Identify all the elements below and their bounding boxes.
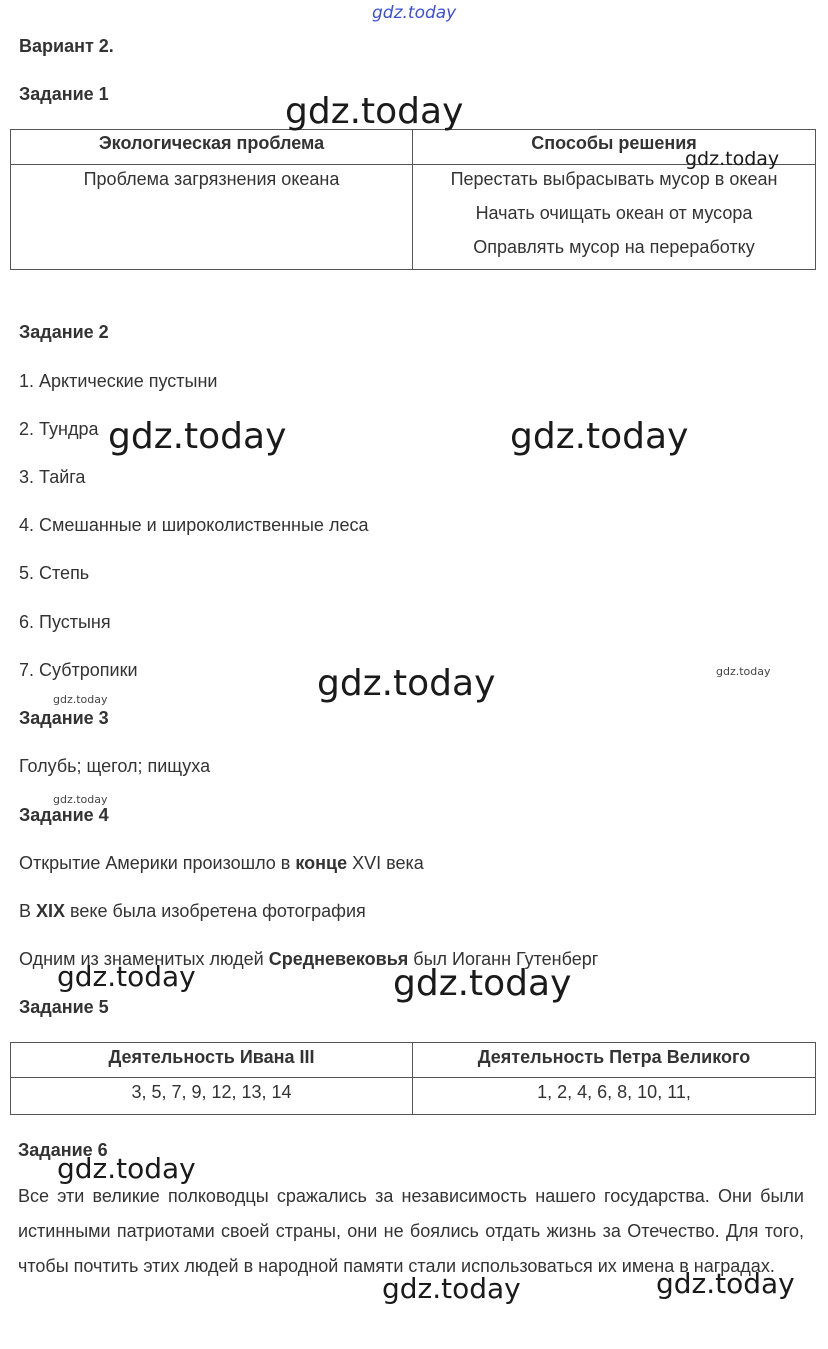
task6-heading: Задание 6 <box>18 1140 108 1160</box>
watermark: gdz.today <box>685 148 780 170</box>
watermark: gdz.today <box>108 416 287 457</box>
task1-col-solutions: Способы решения <box>413 130 816 165</box>
task5-heading: Задание 5 <box>19 997 109 1017</box>
task6-paragraph: Все эти великие полководцы сражались за независимость нашего государства. Они были истинными патриотами своей страны, они не боялись отдать жизнь за Отечество. Для того, чтобы почтить этих людей в народной памяти стали использоваться их имена в наградах. <box>18 1186 804 1276</box>
task4-line-text: Одним из знаменитых людей <box>19 949 269 969</box>
task5-col-peter: Деятельность Петра Великого <box>413 1043 816 1078</box>
task5-col-ivan: Деятельность Ивана III <box>11 1043 413 1078</box>
watermark: gdz.today <box>285 91 464 132</box>
task4-line-text: XVI века <box>347 853 424 873</box>
task5-header-row <box>11 1043 816 1078</box>
task1-solution: Начать очищать океан от мусора <box>475 203 753 223</box>
watermark: gdz.today <box>382 1272 521 1305</box>
task1-body-row <box>11 165 816 270</box>
task4-line-text: Открытие Америки произошло в <box>19 853 296 873</box>
list-item: 1. Арктические пустыни <box>19 371 218 391</box>
list-item: 2. Тундра <box>19 419 99 439</box>
task4-heading: Задание 4 <box>19 805 109 825</box>
watermark: gdz.today <box>53 793 108 806</box>
task1-solutions-cell <box>413 165 816 270</box>
watermark: gdz.today <box>393 963 572 1004</box>
task1-problem-cell <box>11 165 413 270</box>
task4-line-emphasis: Средневековья <box>268 949 409 969</box>
top-watermark: gdz.today <box>372 3 457 23</box>
task5-ivan-values: 3, 5, 7, 9, 12, 13, 14 <box>11 1078 413 1115</box>
task1-col-problem: Экологическая проблема <box>11 130 413 165</box>
task4-line-emphasis: XIX <box>36 901 66 921</box>
list-item: 6. Пустыня <box>19 612 111 632</box>
watermark: gdz.today <box>656 1267 795 1300</box>
task4-line <box>19 852 424 874</box>
task3-answer: Голубь; щегол; пищуха <box>19 756 211 776</box>
task5-peter-values: 1, 2, 4, 6, 8, 10, 11, <box>413 1078 816 1115</box>
watermark: gdz.today <box>510 416 689 457</box>
task4-line-text: веке была изобретена фотография <box>65 901 366 921</box>
list-item: 5. Степь <box>19 563 90 583</box>
task1-heading: Задание 1 <box>19 84 109 104</box>
task1-solution: Оправлять мусор на переработку <box>473 237 755 257</box>
list-item: 7. Субтропики <box>19 660 138 680</box>
variant-title: Вариант 2. <box>19 36 114 56</box>
list-item: 3. Тайга <box>19 467 86 487</box>
watermark: gdz.today <box>716 665 771 678</box>
list-item: 4. Смешанные и широколиственные леса <box>19 515 369 535</box>
task4-line-text: был Иоганн Гутенберг <box>408 949 599 969</box>
task4-line <box>19 900 366 922</box>
watermark: gdz.today <box>53 693 108 706</box>
task5-table <box>10 1042 816 1115</box>
task5-body-row <box>11 1078 816 1115</box>
task4-line-emphasis: конце <box>295 853 348 873</box>
task1-problem: Проблема загрязнения океана <box>83 169 340 189</box>
watermark: gdz.today <box>57 960 196 993</box>
task3-heading: Задание 3 <box>19 708 109 728</box>
watermark: gdz.today <box>317 663 496 704</box>
task2-heading: Задание 2 <box>19 322 109 342</box>
task4-line-text: В <box>19 901 37 921</box>
task1-solution: Перестать выбрасывать мусор в океан <box>450 169 778 189</box>
watermark: gdz.today <box>57 1152 196 1185</box>
